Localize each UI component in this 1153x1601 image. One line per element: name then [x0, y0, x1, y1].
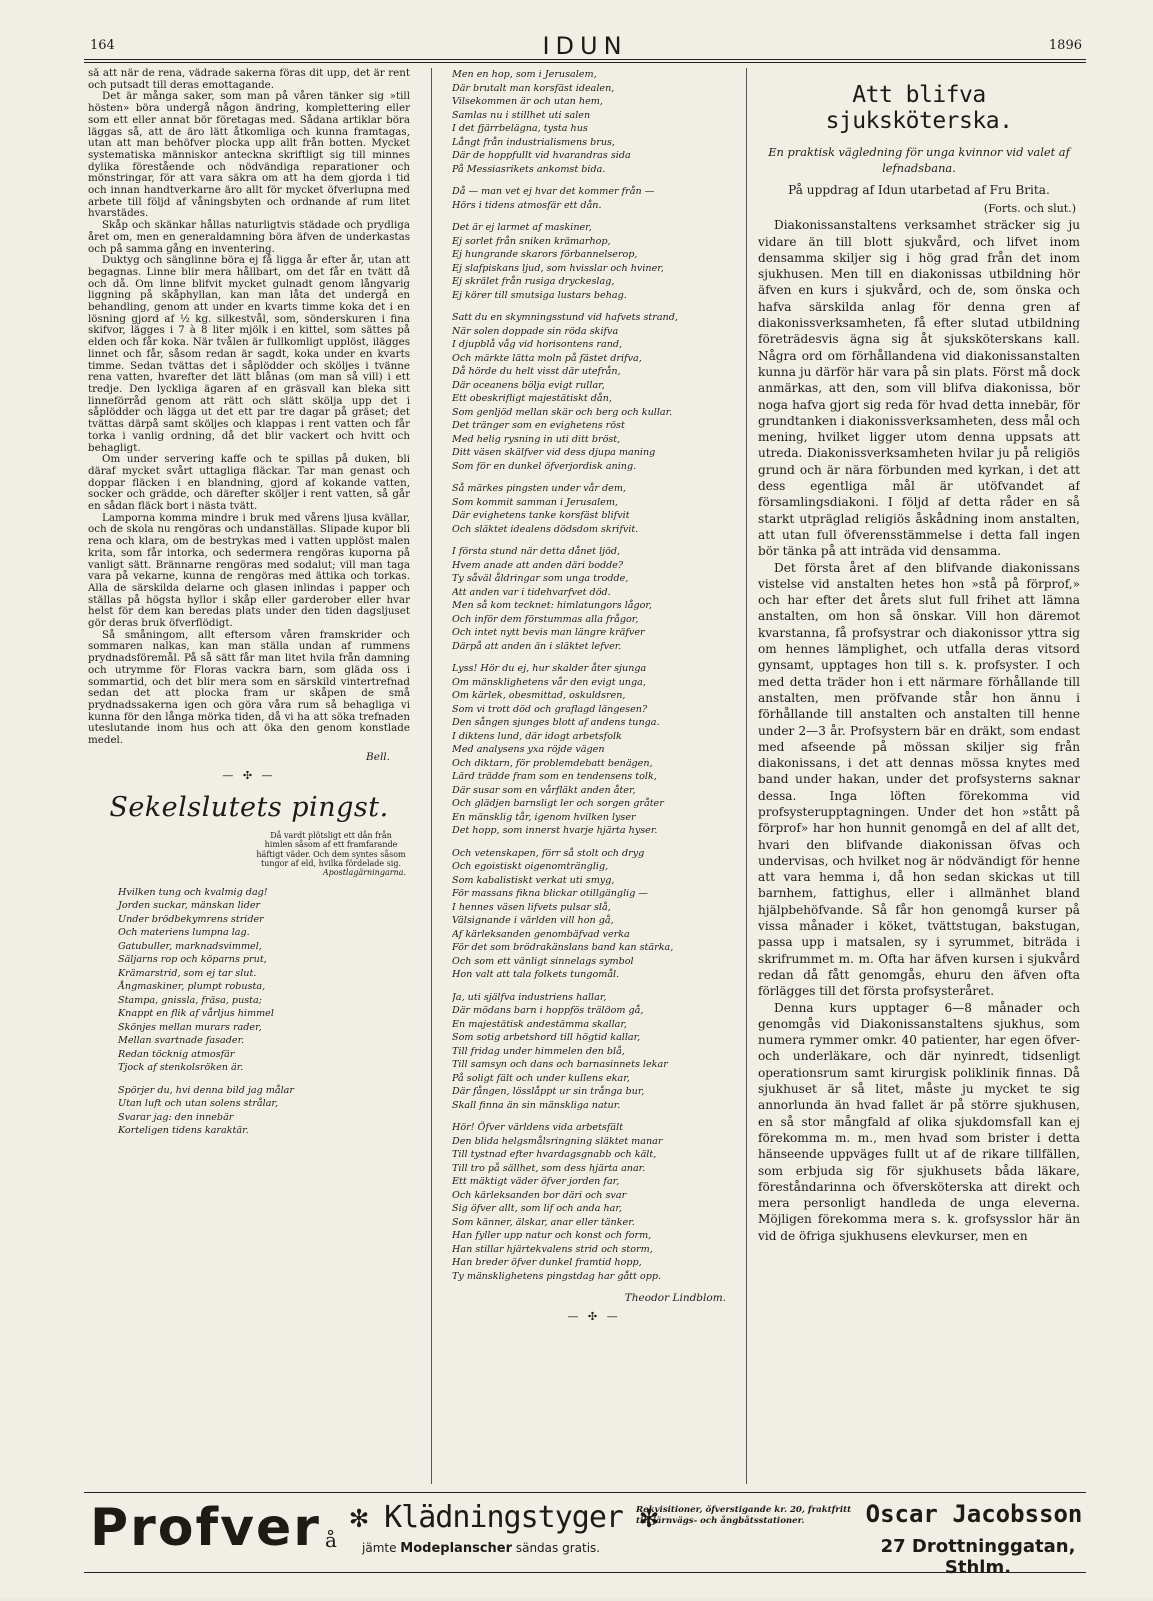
poem-line: Han fyller upp natur och konst och form,	[452, 1230, 652, 1241]
poem-line: Som vi trott död och graflagd längesen?	[452, 703, 648, 715]
article-title: Att blifva sjuksköterska.	[825, 82, 1013, 134]
ad-jamte: jämte	[362, 1541, 397, 1555]
poem-line: Skönjes mellan murars rader,	[118, 1021, 262, 1033]
poem-line: Den blida helgsmålsringning släktet manar	[452, 1135, 663, 1147]
ad-rule-bottom	[84, 1572, 1086, 1573]
poem-line: Mellan svartnade fasader.	[118, 1035, 245, 1047]
poem-line: När solen doppade sin röda skifva	[452, 325, 619, 337]
poem-line: Korteligen tidens karaktär.	[118, 1125, 249, 1137]
poem-line: Till samsyn och dans och barnasinnets lekar	[452, 1059, 668, 1070]
ad-modeplanscher	[362, 1541, 600, 1601]
poem-line: På Messiasrikets ankomst bida.	[452, 163, 606, 175]
poem-stanza	[452, 482, 736, 536]
poem-line: Ditt väsen skälfver vid dess djupa maning	[452, 447, 656, 458]
poem-line: Samlas nu i stillhet uti salen	[452, 109, 591, 121]
poem-line: Där oceanens böljа evigt rullar,	[452, 379, 605, 391]
poem-stanza	[452, 545, 736, 653]
poem-line: Till tro på sällhet, som dess hjärta anar.	[452, 1162, 646, 1174]
poem-line: Redan töcknig atmosfär	[118, 1048, 235, 1060]
poem-stanza	[452, 221, 736, 302]
paragraph: Duktyg och sänglinne böra ej få ligga år efter år, utan att begagnas. Linne blir mera hållbart, om det får en tvätt då och då. Om linne blifvit mycket gulnadt genom långvarig liggning på skåphyllan, kan man låta det undergå en behandling, genom att under en kvarts timme koka det i en lösning gjord af ½ kg. silkestvål, som, sönderskuren i fina skifvor, lägges i 7 à 8 liter mjölk i en kittel, som sättes på elden och får koka. När tvålen är fullkomligt upplöst, ilägges linnet och får, såsom redan är sagdt, koka under en kvarts timme. Sedan tvättas det i såplödder och sköljes i tvänne rena vatten, hvarefter det lätt blånas (om man så vill) i ett tredje. Den lyckliga ägaren af en gräsvall kan bleka sitt linneförråd genom att rätt och slätt skölja upp det i såplödder och lägga ut det ett par tre dagar på gräset; det tvättas därpå samt sköljes och klappas i rent vatten och får torka i vanlig ordning, då det blir vackert och hvitt och behagligt.	[88, 254, 410, 454]
paragraph: Skåp och skänkar hållas naturligtvis städade och prydliga året om, men en generaldamning böra äfven de underkastas och på samma gång en inventering.	[88, 219, 410, 255]
page-header	[84, 30, 1086, 60]
poem-line: Under brödbekymrens strider	[118, 913, 264, 925]
poem-line: Satt du en skymningsstund vid hafvets strand,	[452, 312, 678, 323]
poem-stanza	[118, 886, 410, 1075]
paragraph: Det är många saker, som man på våren tänker sig »till hösten» böra undergå någon ändring, komplettering eller som ett eller annat bör företagas med. Sådana artiklar böra läggas så, att de äro lätt åtkomliga och kunna framtagas, utan att man behöfver plocka upp allt från botten. Mycket systematiska människor anteckna skriftligt sig till minnes dylika förestående och nödvändiga reparationer och mönstringar, för att vara säkra om att ha dem gjorda i tid och innan handtverkarne äro allt för mycket öfverlupna med arbete till följd af våningsbyten och ordnande af rum litet hvarstädes.	[88, 90, 410, 220]
poem-line: Han breder öfver dunkel framtid hopp,	[452, 1257, 642, 1268]
poem-line: Stampa, gnissla, fräsa, pusta;	[118, 994, 262, 1006]
paragraph: så att när de rena, vädrade sakerna föras dit upp, det är rent och putsadt till deras emottagande.	[88, 68, 410, 91]
journal-title: IDUN	[542, 32, 628, 60]
poem-line: Ty mänsklighetens pingstdag har gått opp.	[452, 1270, 662, 1282]
poem-line: Den sången sjunges blott af andens tunga.	[452, 717, 660, 728]
poem-line: Som för en dunkel öfverjordisk aning.	[452, 460, 637, 472]
poem-line: Det hopp, som innerst hvarje hjärta hyser.	[452, 825, 658, 836]
poem-title: Sekelslutets pingst.	[109, 791, 389, 823]
poem-line: I hennes väsen lifvets pulsar slå,	[452, 901, 611, 913]
poem-line: Som genljöd mellan skär och berg och kullar.	[452, 406, 673, 418]
poem-line: Sig öfver allt, som lif och anda har,	[452, 1203, 622, 1214]
poem-line: Det tränger som en evighetens röst	[452, 420, 625, 431]
poem-line: Hörs i tidens atmosfär ett dån.	[452, 199, 602, 211]
poem-author: Theodor Lindblom.	[624, 1292, 726, 1304]
poem-motto	[256, 831, 406, 878]
poem-line: Ty såväl åldringar som unga trodde,	[452, 573, 629, 584]
poem-line: Ångmaskiner, plumpt robusta,	[118, 981, 266, 993]
poem-line: Som kommit samman i Jerusalem,	[452, 496, 618, 508]
poem-line: Svarar jag: den innebär	[118, 1111, 234, 1123]
poem-line: Tjock af stenkolsröken är.	[118, 1062, 244, 1074]
poem-line: Till fridag under himmelen den blå,	[452, 1045, 625, 1057]
poem-line: Spörjer du, hvi denna bild jag målar	[118, 1084, 294, 1096]
poem-line: Ej sorlet från sniken krämarhop,	[452, 235, 611, 247]
poem-stanza	[452, 1121, 736, 1283]
poem-line: Med helig rysning in uti ditt bröst,	[452, 433, 621, 445]
header-rule-thin	[84, 62, 1086, 63]
nurse-article	[758, 217, 1080, 1244]
poem-line: Skall finna än sin mänskliga natur.	[452, 1099, 621, 1111]
poem-stanza	[118, 1084, 410, 1138]
poem-line: Som känner, älskar, anar eller tänker.	[452, 1216, 635, 1228]
poem-line: Och kärleksanden bor däri och svar	[452, 1189, 627, 1201]
poem-line: En mänsklig tår, igenom hvilken lyser	[452, 811, 636, 823]
poem-line: Utan luft och utan solens strålar,	[118, 1098, 279, 1110]
column-2	[452, 68, 736, 1484]
poem-line: Välsignande i världen vill hon gå,	[452, 915, 614, 926]
poem-line: Och märkte lätta moln på fästet drifva,	[452, 352, 642, 364]
poem-line: Till tystnad efter hvardagsgnabb och kält,	[452, 1149, 657, 1160]
poem-line: Vilsekommen är och utan hem,	[452, 96, 603, 107]
ad-rule-top	[84, 1492, 1086, 1493]
poem-line: Men en hop, som i Jerusalem,	[452, 69, 597, 80]
poem-line: Och släktet idealens dödsdom skrifvit.	[452, 523, 639, 535]
poem-line: Ej slafpiskans ljud, som hvisslar och hviner,	[452, 262, 664, 274]
ad-company: Oscar Jacobsson	[865, 1500, 1083, 1528]
poem-line: Där de hoppfullt vid hvarandras sida	[452, 150, 631, 161]
ornament-divider: — ✣ —	[222, 768, 276, 782]
poem-line: Och inför dem förstummas alla frågor,	[452, 613, 639, 625]
household-article	[88, 68, 410, 747]
column-divider-2	[746, 68, 747, 1484]
poem-line: Med analysens yxa röjde vägen	[452, 744, 605, 755]
poem-line: Lyss! Hör du ej, hur skalder åter sjunga	[452, 663, 647, 674]
poem-line: Ej skrälet från rusiga dryckeslag,	[452, 276, 615, 287]
poem-line: Han stillar hjärtekvalens strid och storm,	[452, 1243, 653, 1255]
motto-source: Apostlagärningarna.	[322, 868, 406, 878]
poem-line: Där mödans barn i hoppfös trälдom gå,	[452, 1005, 644, 1016]
ad-address: 27 Drottninggatan, Sthlm.	[880, 1536, 1076, 1578]
poem-line: Och egoistiskt oigenomtränglig,	[452, 861, 609, 872]
poem-line: Säljarns rop och köparns prut,	[118, 954, 267, 966]
poem-line: Men så kom tecknet: himlatungors lågor,	[452, 600, 652, 611]
poem-line: Därpå att anden än i släktet lefver.	[452, 640, 622, 652]
column-3	[758, 68, 1080, 1484]
column-divider-1	[431, 68, 432, 1484]
poem-line: Lärd trädde fram som en tendensens tolk,	[452, 771, 657, 782]
article-subtitle: En praktisk vägledning för unga kvinnor vid valet af lefnadsbana.	[768, 145, 1070, 175]
ad-rekvisitioner: Rekvisitioner, öfverstigande kr. 20, fraktfritt till järnvägs- och ångbåtsstationer.	[636, 1505, 852, 1526]
poem-line: Om mänsklighetens vår den evigt unga,	[452, 676, 646, 688]
poem-line: Ett obeskrifligt majestätiskt dån,	[452, 393, 612, 404]
poem-stanza	[452, 68, 736, 176]
poem-line: Hvilken tung och kvalmig dag!	[118, 886, 268, 898]
poem-line: Och intet nytt bevis man längre kräfver	[452, 627, 645, 638]
poem-line: Ej hungrande skarors förbannelserop,	[452, 249, 638, 260]
paragraph: Denna kurs upptager 6—8 månader och genomgås vid Diakonissanstaltens sjukhus, som numera rymmer omkr. 40 patienter, har egen öfver- och underläkare, och där nyinredt, tidsenligt operationsrum samt kirurgisk poliklinik finnas. Då sjukhuset är så litet, måste ju mycket te sig annorlunda än hvad fallet är på större sjukhusen, en så stor mångfald af olika sjukdomsfall kan ej förekomma m. m., men hvad som brister i detta hänseende uppväges fullt ut af de rikare tillfällen, som erbjuda sig för sjukhusets båda läkare, föreståndarinna och öfversköterska att direkt och mera personligt handleda de unga eleverna. Möjligen förekomma mera s. k. grofsysslor här än vid de öfriga sjukhusens elevkurser, men en	[758, 1000, 1080, 1243]
paragraph: Diakonissanstaltens verksamhet sträcker sig ju vidare än till blott sjukvård, och lifvet inom densamma skiljer sig i hög grad från det inom sjukhusen. Men till en diakonissas utbildning hör äfven en kurs i sjukvård, och de, som önska och hafva särskilda anlag för denna gren af diakonissverksamheten, få efter slutad utbildning företrädesvis ägna sig åt sjuksköterskans kall. Några ord om förhållandena vid diakonissanstalten kunna ju därför här vara på sin plats. Först må dock anmärkas, att den, som vill blifva diakonissa, bör noga hafva gjort sig reda för hvad detta innebär, för grundtanken i diakonissverksamheten, dess mål och mening, hvilket ligger utom denna uppsats att utreda. Diakonissverksamheten hvilar ju på religiös grund och är nära förbunden med kyrkan, i det att dess egentliga mål är utöfvandet af församlingsdiakoni. I följd af detta råder en så starkt utpräglad religiös åskådning inom anstalten, att utan full öfverensstämmelse i detta fall ingen bör tänka på att inträda vid densamma.	[758, 218, 1080, 559]
ad-sandas: sändas gratis.	[515, 1541, 601, 1555]
poem-line: Och som ett vänligt sinnelags symbol	[452, 955, 634, 967]
poem-line: Där evighetens tanke korsfäst blifvit	[452, 510, 630, 521]
poem-line: För det som brödrakänslans band kan stärka,	[452, 942, 674, 953]
poem-line: Hör! Öfver världens vida arbetsfält	[452, 1122, 624, 1133]
poem-line: Hon valt att tala folkets tungomål.	[452, 969, 620, 980]
poem-line: Af kärleksanden genombäfvad verka	[452, 928, 630, 940]
poem-line: I det fjärrbelägna, tysta hus	[452, 123, 588, 134]
signature: Bell.	[366, 750, 390, 763]
year: 1896	[1048, 38, 1082, 53]
poem-line: Och materiens lumpna lag.	[118, 927, 250, 939]
continuation-note: (Forts. och slut.)	[983, 202, 1076, 216]
poem-line: Då hörde du helt visst där utefrån,	[452, 366, 621, 377]
paragraph: Lamporna komma mindre i bruk med vårens ljusa kvällar, och de skola nu rengöras och undanställas. Slipade kupor bli rena och klara, om de bestrykas med i vatten upplöst malen krita, som får intorka, och sedermera rengöras kuporna på vanligt sätt. Brännarne rengöras med sodalut; vill man taga vara på vekarne, kunna de rengöras med ättika och torkas. Alla de särskilda delarne och glasen inlindas i papper och ställas på högsta hyllor i skåp eller garderober eller hvar helst för dem kan beredas plats under den tiden dagsljuset gör deras bruk öfverflödigt.	[88, 511, 410, 630]
poem-line: Och diktarn, för problemdebatt benägen,	[452, 757, 653, 769]
poem-part-2	[452, 68, 736, 1283]
ad-modeplanscher-word: Modeplanscher	[400, 1541, 513, 1556]
paragraph: Det första året af den blifvande diakonissans vistelse vid anstalten hetes hon »stå på förprof,» och har efter det årets slut full frihet att lämna anstalten, om hon så önskar. Vill hon däremot kvarstanna, få profsystrar och diakonissor yttra sig om hennes lämplighet, och utfalla deras vitsord gynsamt, upptages hon till s. k. profsyster. I och med detta träder hon i ett närmare förhållande till anstalten, men pröfvande står hon ännu i förhållande till anstalten och anstalten till henne under 2—3 år. Profsystern bär en dräkt, som endast med afseende på mössan skiljer sig från diakonissans, i det att dennas mössa knytes med band under hakan, under det profsysterns saknar dessa. Inga löften förekomma vid profsysterupptagningen. Under det hon »stått på förprof» har hon hunnit genomgå en del af allt det, hvari den blifvande diakonissan öfvas och undervisas, och hvilket nog är nödvändigt för henne att vara hemma i, då hon sedan skickas ut till barnhem, fattighus, eller i allmänhet bland hjälpbehöfvande. Så får hon genomgå kurser på vissa månader i köket, tvättstugan, bakstugan, passa upp i matsalen, sy i syrummet, biträda i skrifrummet m. m. Ofta har äfven kursen i sjukvård redan då fått genomgås, ehuru den äfven ofta förlägges till det första profsysteråret.	[758, 560, 1080, 999]
poem-line: Ett mäktigt väder öfver jorden far,	[452, 1176, 620, 1187]
poem-stanza	[452, 991, 736, 1113]
poem-line: En majestätisk andestämma skallar,	[452, 1018, 627, 1030]
poem-line: Och glädjen barnsligt ler och sorgen gråter	[452, 798, 664, 809]
poem-line: I djupblå våg vid horisontens rand,	[452, 339, 623, 350]
poem-line: Som sotig arbetshord till högtid kallar,	[452, 1032, 641, 1043]
poem-line: Om kärlek, obesmittad, oskuldsren,	[452, 690, 626, 701]
poem-line: Ej körer till smutsiga lustars behag.	[452, 289, 627, 301]
paragraph: Så småningom, allt eftersom våren framskrider och sommaren nalkas, kan man ställa undan af rummens prydnadsföremål. På så sätt får man litet hvila från damning och utrymme för Floras vackra barn, som gläda oss i sommartid, och det blir mera som en särskild vintertrefnad sedan det att plocka fram ur skåpen de små prydnadssakerna igen och göra våra rum så behagliga vi kunna för den långa mörka tiden, då vi ha att söka trefnaden uteslutande inom hus och att öka den genom konstlade medel.	[88, 628, 410, 747]
header-rule	[84, 59, 1086, 60]
page-number: 164	[90, 38, 115, 53]
poem-line: För massans fikna blickar otillgänglig —	[452, 888, 648, 899]
poem-line: Som kabalistiskt verkat uti smyg,	[452, 874, 615, 886]
poem-line: Ja, uti själfva industriens hallar,	[452, 991, 607, 1003]
column-1	[88, 68, 410, 1484]
poem-line: Jorden suckar, mänskan lider	[118, 900, 261, 912]
motto-text: Då vardt plötsligt ett dån från himlen såsom af ett framfarande häftigt väder. Och dem syntes såsom tungor af eld, hvilka fördelade sig.	[256, 830, 406, 868]
poem-stanza	[452, 311, 736, 473]
poem-stanza	[452, 847, 736, 982]
poem-line: Hvem anade att anden däri bodde?	[452, 559, 624, 571]
ad-kladningstyger: ✻ Klädningstyger ✻	[350, 1500, 658, 1535]
poem-line: Och vetenskapen, förr så stolt och dryg	[452, 847, 645, 859]
ornament-divider: — ✣ —	[567, 1310, 621, 1323]
poem-line: Där fången, lösslåppt ur sin trånga bur,	[452, 1086, 645, 1097]
poem-line: Det är ej larmet af maskiner,	[452, 222, 592, 233]
poem-line: Krämarstrid, som ej tar slut.	[118, 967, 257, 979]
ad-profver: Profver	[90, 1498, 321, 1558]
poem-line: På soligt fält och under kullens ekar,	[452, 1072, 630, 1084]
article-byline: På uppdrag af Idun utarbetad af Fru Brita.	[788, 183, 1050, 197]
poem-line: Gatubuller, marknadsvimmel,	[118, 940, 262, 952]
poem-line: Att anden var i tidehvarfvet död.	[452, 586, 611, 598]
poem-line: I diktens lund, där idogt arbetsfolk	[452, 730, 622, 742]
poem-line: Då — man vet ej hvar det kommer från —	[452, 186, 655, 197]
paragraph: Om under servering kaffe och te spillas på duken, bli däraf mycket svårt uttagliga fläckar. Tar man genast och doppar fläcken i en blandning, gjord af kokande vatten, socker och grädde, och därefter sköljer i rent vatten, så går en sådan fläck bort i nästa tvätt.	[88, 453, 410, 513]
poem-line: I första stund när detta dånet ljöd,	[452, 546, 621, 557]
poem-part-1	[118, 886, 410, 1138]
poem-line: Där susar som en vårfläkt anden åter,	[452, 784, 636, 796]
poem-line: Där brutalt man korsfäst idealen,	[452, 82, 615, 94]
poem-stanza	[452, 185, 736, 212]
ad-a: å	[325, 1528, 337, 1552]
poem-line: Långt från industrialismens brus,	[452, 136, 615, 148]
poem-line: Knappt en flik af vårljus himmel	[118, 1008, 274, 1020]
poem-line: Så märkes pingsten under vår dem,	[452, 483, 626, 494]
poem-stanza	[452, 662, 736, 838]
